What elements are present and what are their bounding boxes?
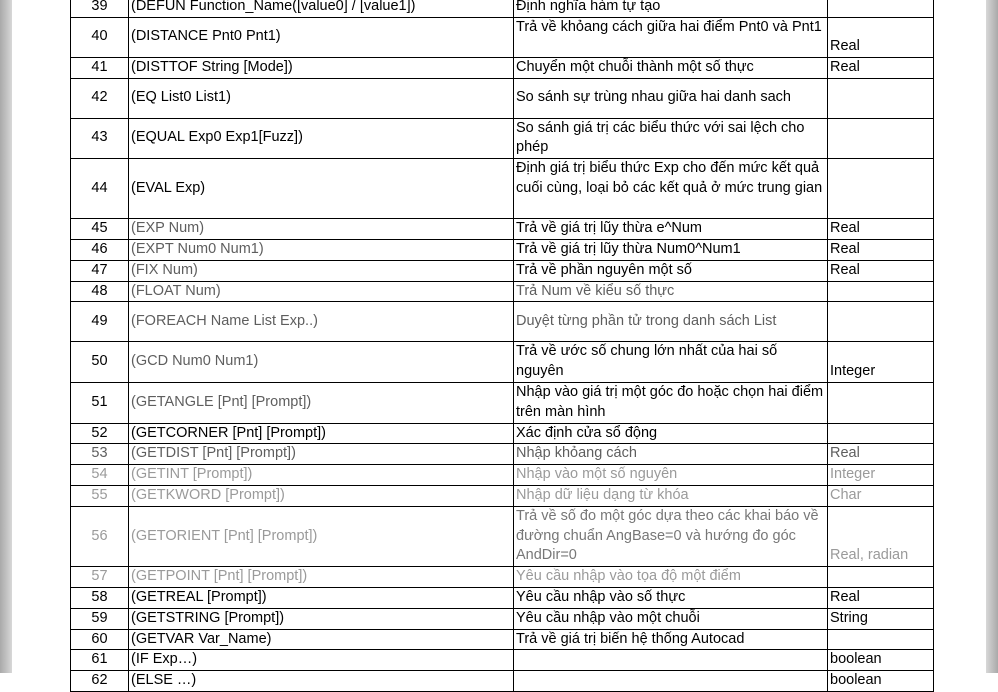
row-number: 42 [71,78,129,118]
row-number: 48 [71,281,129,302]
function-description: Nhập vào một số nguyên [514,465,828,486]
return-type [828,78,934,118]
function-syntax: (GETCORNER [Pnt] [Prompt]) [129,423,514,444]
row-number: 44 [71,159,129,219]
function-description: Xác định cửa sổ động [514,423,828,444]
table-row [71,671,934,692]
function-syntax: (GETDIST [Pnt] [Prompt]) [129,444,514,465]
row-number: 62 [71,671,129,692]
function-description: Định giá trị biểu thức Exp cho đến mức kết quả cuối cùng, loại bỏ các kết quả ở mức trung gian [514,159,828,219]
table-row [71,629,934,650]
table-row [71,465,934,486]
function-description: Định nghĩa hàm tự tạo [514,0,828,17]
table-row [71,506,934,566]
table-row [71,260,934,281]
function-syntax: (GETINT [Prompt]) [129,465,514,486]
function-syntax: (DEFUN Function_Name([value0] / [value1]) [129,0,514,17]
return-type: Real [828,587,934,608]
function-syntax: (GETKWORD [Prompt]) [129,485,514,506]
table-row [71,444,934,465]
table-row [71,281,934,302]
return-type [828,118,934,159]
row-number: 59 [71,608,129,629]
function-syntax: (DISTTOF String [Mode]) [129,57,514,78]
function-description: Yêu cầu nhập vào số thực [514,587,828,608]
function-description: Trả về khỏang cách giữa hai điểm Pnt0 và Pnt1 [514,17,828,57]
row-number: 51 [71,382,129,423]
return-type: Real [828,444,934,465]
row-number: 55 [71,485,129,506]
function-syntax: (EXPT Num0 Num1) [129,239,514,260]
function-syntax: (EXP Num) [129,219,514,240]
function-syntax: (ELSE …) [129,671,514,692]
table-row [71,650,934,671]
row-number: 45 [71,219,129,240]
row-number: 40 [71,17,129,57]
function-description: So sánh sự trùng nhau giữa hai danh sach [514,78,828,118]
function-syntax: (GETVAR Var_Name) [129,629,514,650]
document-page [12,0,986,689]
function-syntax: (EVAL Exp) [129,159,514,219]
table-row [71,118,934,159]
page-border-left [0,0,12,673]
return-type: Real [828,219,934,240]
function-description: Trả Num về kiểu số thực [514,281,828,302]
return-type: boolean [828,671,934,692]
function-description: Trả về giá trị biến hệ thống Autocad [514,629,828,650]
return-type [828,382,934,423]
row-number: 58 [71,587,129,608]
function-syntax: (FLOAT Num) [129,281,514,302]
table-row [71,567,934,588]
function-syntax: (GCD Num0 Num1) [129,342,514,383]
function-description: Chuyển một chuỗi thành một số thực [514,57,828,78]
row-number: 60 [71,629,129,650]
function-syntax: (GETANGLE [Pnt] [Prompt]) [129,382,514,423]
table-row [71,302,934,342]
return-type: Real, radian [828,506,934,566]
return-type [828,281,934,302]
row-number: 47 [71,260,129,281]
table-row [71,219,934,240]
function-description: Yêu cầu nhập vào tọa độ một điểm [514,567,828,588]
return-type [828,159,934,219]
return-type: Real [828,260,934,281]
table-row [71,342,934,383]
table-row [71,239,934,260]
return-type [828,0,934,17]
page-border-right [986,0,998,673]
table-row [71,485,934,506]
function-description: Trả về ước số chung lớn nhất của hai số nguyên [514,342,828,383]
function-description: So sánh giá trị các biểu thức với sai lệch cho phép [514,118,828,159]
function-description: Duyệt từng phần tử trong danh sách List [514,302,828,342]
function-table [70,0,934,692]
row-number: 52 [71,423,129,444]
table-row [71,159,934,219]
function-syntax: (DISTANCE Pnt0 Pnt1) [129,17,514,57]
table-row [71,78,934,118]
return-type: String [828,608,934,629]
row-number: 50 [71,342,129,383]
function-description: Nhập khỏang cách [514,444,828,465]
row-number: 49 [71,302,129,342]
row-number: 43 [71,118,129,159]
table-row [71,17,934,57]
function-description: Trả về giá trị lũy thừa Num0^Num1 [514,239,828,260]
table-row [71,0,934,17]
function-description: Yêu cầu nhập vào một chuỗi [514,608,828,629]
function-syntax: (FIX Num) [129,260,514,281]
row-number: 57 [71,567,129,588]
table-row [71,587,934,608]
function-description: Trả về phần nguyên một số [514,260,828,281]
return-type [828,629,934,650]
function-description: Trả về giá trị lũy thừa e^Num [514,219,828,240]
table-row [71,382,934,423]
row-number: 61 [71,650,129,671]
return-type: Integer [828,342,934,383]
table-row [71,57,934,78]
return-type: Real [828,239,934,260]
function-description: Nhập dữ liệu dạng từ khóa [514,485,828,506]
row-number: 53 [71,444,129,465]
function-syntax: (EQ List0 List1) [129,78,514,118]
row-number: 46 [71,239,129,260]
row-number: 39 [71,0,129,17]
return-type: Real [828,17,934,57]
row-number: 56 [71,506,129,566]
function-syntax: (GETREAL [Prompt]) [129,587,514,608]
table-row [71,423,934,444]
function-description [514,650,828,671]
row-number: 54 [71,465,129,486]
return-type: Char [828,485,934,506]
function-syntax: (FOREACH Name List Exp..) [129,302,514,342]
function-description: Nhập vào giá trị một góc đo hoặc chọn hai điểm trên màn hình [514,382,828,423]
function-description [514,671,828,692]
return-type: boolean [828,650,934,671]
return-type [828,302,934,342]
function-syntax: (GETPOINT [Pnt] [Prompt]) [129,567,514,588]
table-row [71,608,934,629]
return-type: Integer [828,465,934,486]
return-type [828,423,934,444]
row-number: 41 [71,57,129,78]
function-syntax: (GETORIENT [Pnt] [Prompt]) [129,506,514,566]
function-description: Trả về số đo một góc dựa theo các khai báo về đường chuẩn AngBase=0 và hướng đo góc AndDir=0 [514,506,828,566]
function-syntax: (EQUAL Exp0 Exp1[Fuzz]) [129,118,514,159]
return-type: Real [828,57,934,78]
function-syntax: (GETSTRING [Prompt]) [129,608,514,629]
function-syntax: (IF Exp…) [129,650,514,671]
return-type [828,567,934,588]
